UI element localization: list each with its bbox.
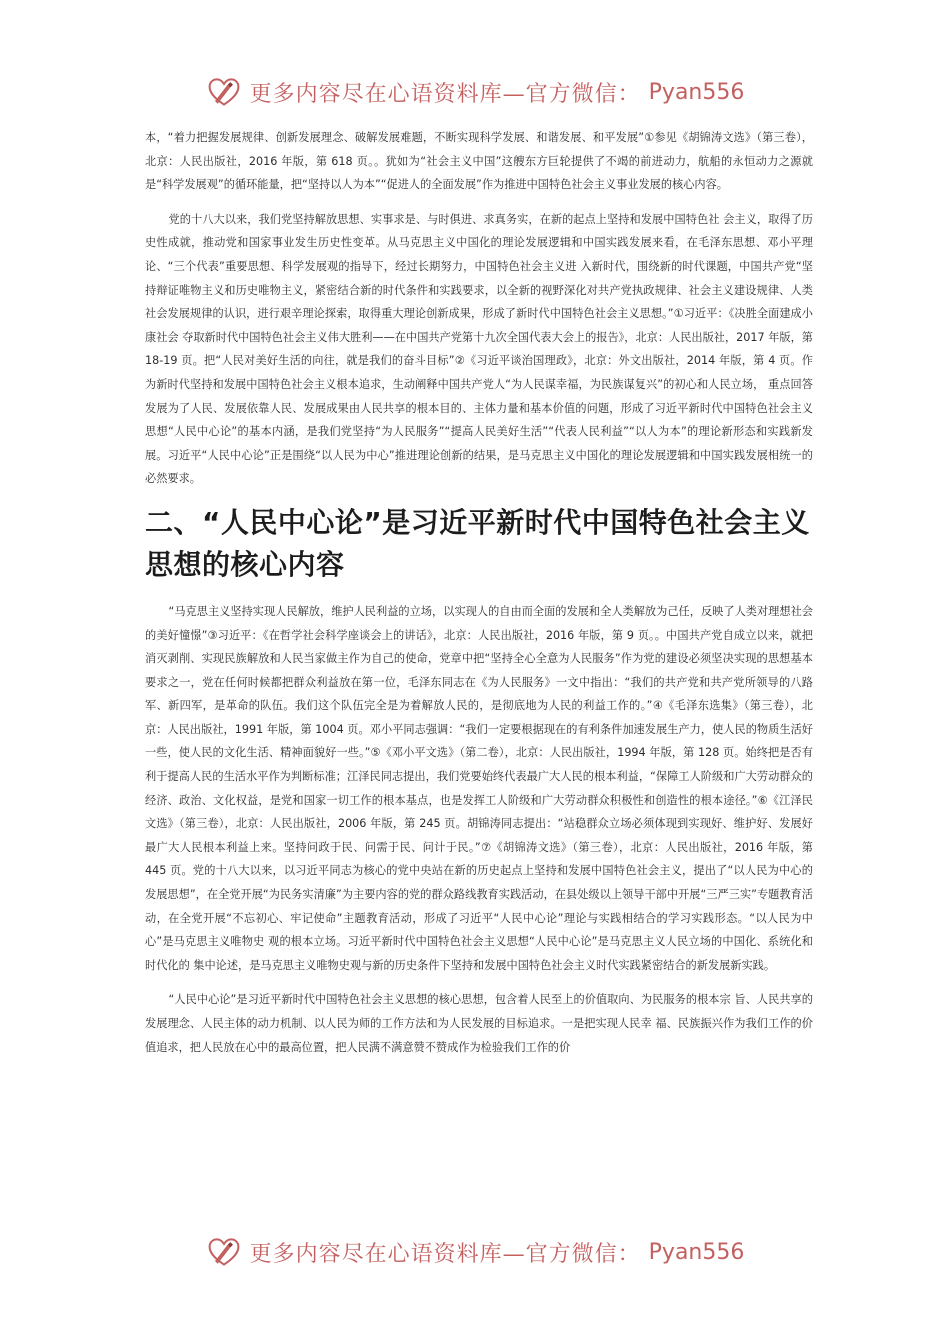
watermark-wechat-id: Pyan556 bbox=[648, 1239, 745, 1265]
pen-heart-logo-icon bbox=[206, 74, 242, 110]
watermark-footer bbox=[0, 1230, 950, 1274]
paragraph-3: “马克思主义坚持实现人民解放，维护人民利益的立场，以实现人的自由而全面的发展和全人类解放为己任，反映了人类对理想社会的美好憧憬”③习近平：《在哲学社会科学座谈会上的讲话》，北京：人民出版社，2016 年版，第 9 页。。中国共产党自成立以来，就把消灭剥削、实现民族解放和人民当家做主作为自己的使命，党章中把“坚持全心全意为人民服务”作为党的建设必须坚决实现的思想基本要求之一，党在任何时候都把群众利益放在第一位，毛泽东同志在《为人民服务》一文中指出：“我们的共产党和共产党所领导的八路军、新四军，是革命的队伍。我们这个队伍完全是为着解放人民的，是彻底地为人民的利益工作的。”④《毛泽东选集》（第三卷），北京：人民出版社，1991 年版，第 1004 页。邓小平同志强调：“我们一定要根据现在的有利条件加速发展生产力，使人民的物质生活好一些，使人民的文化生活、精神面貌好一些。”⑤《邓小平文选》（第二卷），北京：人民出版社，1994 年版，第 128 页。始终把是否有利于提高人民的生活水平作为判断标准；江泽民同志提出，我们党要始终代表最广大人民的根本利益，“保障工人阶级和广大劳动群众的经济、政治、文化权益，是党和国家一切工作的根本基点，也是发挥工人阶级和广大劳动群众积极性和创造性的根本途径。”⑥《江泽民文选》（第三卷），北京：人民出版社，2006 年版，第 245 页。胡锦涛同志提出：“站稳群众立场必须体现到实现好、维护好、发展好最广大人民根本利益上来。坚持问政于民、问需于民、问计于民。”⑦《胡锦涛文选》（第三卷），北京：人民出版社，2016 年版，第 445 页。党的十八大以来，以习近平同志为核心的党中央站在新的历史起点上坚持和发展中国特色社会主义，提出了“以人民为中心的发展思想”，在全党开展“为民务实清廉”为主要内容的党的群众路线教育实践活动，在县处级以上领导干部中开展“三严三实”专题教育活动，在全党开展“不忘初心、牢记使命”主题教育活动，形成了习近平“人民中心论”理论与实践相结合的学习实践形态。“以人民为中心”是马克思主义唯物史 观的根本立场。习近平新时代中国特色社会主义思想“人民中心论”是马克思主义人民立场的中国化、系统化和时代化的 集中论述，是马克思主义唯物史观与新的历史条件下坚持和发展中国特色社会主义时代实践紧密结合的新发展新实践。 bbox=[145, 604, 813, 972]
document-body bbox=[145, 126, 813, 1070]
watermark-text: 更多内容尽在心语资料库—官方微信： bbox=[249, 1241, 641, 1267]
paragraph-1: 本，“着力把握发展规律、创新发展理念、破解发展难题，不断实现科学发展、和谐发展、和平发展”①参见《胡锦涛文选》（第三卷），北京：人民出版社，2016 年版，第 618 页。。犹如为“社会主义中国”这艘东方巨轮提供了不竭的前进动力，航船的永恒动力之源就是“科学发展观”的循环能量，把“坚持以人为本”“促进人的全面发展”作为推进中国特色社会主义事业发展的核心内容。 bbox=[145, 131, 813, 192]
paragraph-4: “人民中心论”是习近平新时代中国特色社会主义思想的核心思想，包含着人民至上的价值取向、为民服务的根本宗 旨、人民共享的发展理念、人民主体的动力机制、以人民为师的工作方法和为人民发展的目标追求。一是把实现人民幸 福、民族振兴作为我们工作的价值追求，把人民放在心中的最高位置，把人民满不满意赞不赞成作为检验我们工作的价 bbox=[145, 993, 813, 1054]
watermark-text: 更多内容尽在心语资料库—官方微信： bbox=[249, 81, 641, 107]
watermark-header bbox=[0, 70, 950, 114]
section-heading: 二、“人民中心论”是习近平新时代中国特色社会主义思想的核心内容 bbox=[145, 505, 810, 581]
pen-heart-logo-icon bbox=[206, 1234, 242, 1270]
paragraph-2: 党的十八大以来，我们党坚持解放思想、实事求是、与时俱进、求真务实，在新的起点上坚持和发展中国特色社 会主义，取得了历史性成就，推动党和国家事业发生历史性变革。从马克思主义中国化的理论发展逻辑和中国实践发展来看，在毛泽东思想、邓小平理论、“三个代表”重要思想、科学发展观的指导下，经过长期努力，中国特色社会主义进 入新时代，围绕新的时代课题，中国共产党“坚持辩证唯物主义和历史唯物主义，紧密结合新的时代条件和实践要求，以全新的视野深化对共产党执政规律、社会主义建设规律、人类社会发展规律的认识，进行艰辛理论探索，取得重大理论创新成果，形成了新时代中国特色社会主义思想。”①习近平：《决胜全面建成小康社会 夺取新时代中国特色社会主义伟大胜利——在中国共产党第十九次全国代表大会上的报告》，北京：人民出版社，2017 年版，第 18-19 页。把“人民对美好生活的向往，就是我们的奋斗目标”②《习近平谈治国理政》，北京：外文出版社，2014 年版，第 4 页。作为新时代坚持和发展中国特色社会主义根本追求，生动阐释中国共产党人“为人民谋幸福，为民族谋复兴”的初心和人民立场， 重点回答发展为了人民、发展依靠人民、发展成果由人民共享的根本目的、主体力量和基本价值的问题，形成了习近平新时代中国特色社会主义思想“人民中心论”的基本内涵，是我们党坚持“为人民服务”“提高人民美好生活”“代表人民利益”“以人为本”的理论新形态和实践新发展。习近平“人民中心论”正是围绕“以人民为中心”推进理论创新的结果，是马克思主义中国化的理论发展逻辑和中国实践发展相统一的必然要求。 bbox=[145, 212, 813, 486]
watermark-wechat-id: Pyan556 bbox=[648, 79, 745, 105]
